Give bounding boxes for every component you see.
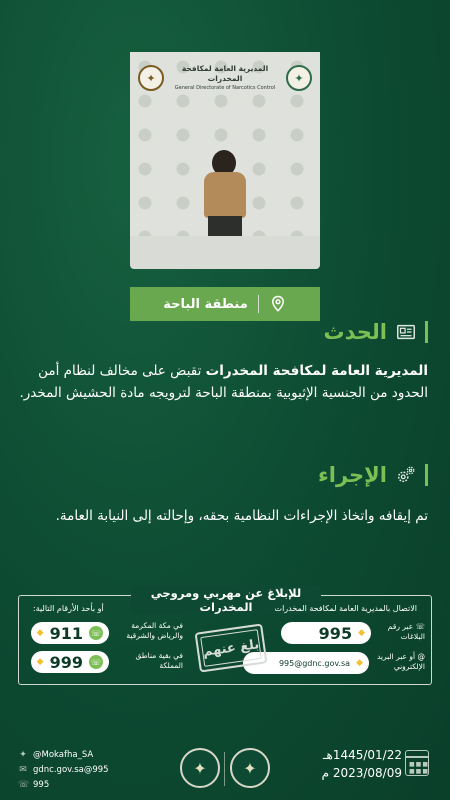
twitter-handle: @Mokafha_SA <box>33 750 94 760</box>
mail-icon: ✉ <box>19 765 27 775</box>
region-bar <box>130 287 320 321</box>
phone-icon: ☏ <box>89 655 103 669</box>
pill-911[interactable] <box>31 622 109 644</box>
twitter-contact[interactable] <box>18 750 93 760</box>
saudi-emblem-icon: ✦ <box>230 748 270 788</box>
arrow-icon: ◆ <box>36 657 44 667</box>
region-separator <box>258 295 259 313</box>
number-999: 999 <box>49 652 83 672</box>
calendar-icon: ■■■ ■■■ <box>405 750 429 776</box>
hotline-note-text: عبر رقم البلاغات <box>387 622 425 641</box>
phone-icon: ☏ <box>18 780 30 790</box>
suspect-body <box>204 172 246 218</box>
heading-accent-bar <box>425 321 428 343</box>
org-name-ar: المديرية العامة لمكافحة المخدرات <box>181 64 269 83</box>
suspect-photo <box>130 52 320 236</box>
phone-contact[interactable] <box>18 780 49 790</box>
footer-phone: 995 <box>33 780 50 790</box>
note-999: في بقية مناطق المملكة <box>135 651 183 670</box>
event-title: الحدث <box>323 320 387 344</box>
location-pin-icon <box>269 295 287 313</box>
action-title: الإجراء <box>318 463 387 487</box>
email-note-text: أو عبر البريد الإلكتروني <box>376 652 425 671</box>
hotline-number: 995 <box>318 623 353 643</box>
heading-accent-bar <box>425 464 428 486</box>
phone-icon: ☏ <box>89 626 103 640</box>
report-title: للإبلاغ عن مهربي ومروجي المخدرات <box>131 586 321 614</box>
pill-999[interactable] <box>31 651 109 673</box>
gears-icon <box>395 464 417 486</box>
arrow-icon: ◆ <box>36 628 44 638</box>
logo-divider <box>224 752 225 786</box>
at-icon: @ <box>415 652 425 661</box>
report-email: 995@gdnc.gov.sa <box>278 658 351 668</box>
suspect-legs <box>208 216 242 236</box>
date-hijri: 1445/01/22هـ <box>322 748 402 762</box>
email-contact[interactable] <box>18 765 109 775</box>
org-name-en: General Directorate of Narcotics Control <box>174 85 276 91</box>
report-box <box>18 586 432 685</box>
note-911: في مكة المكرمة والرياض والشرقية <box>126 621 183 640</box>
action-text: تم إيقافه واتخاذ الإجراءات النظامية بحقه، وإحالته إلى النيابة العامة. <box>55 508 428 524</box>
event-text-rest: تقبض على مخالف لنظام أمن الحدود من الجنسية الإثيوبية بمنطقة الباحة لترويجه مادة الحشيش المخدر. <box>19 363 428 401</box>
footer-email: gdnc.gov.sa@995 <box>33 765 109 775</box>
event-text <box>18 360 428 404</box>
report-right-heading: الاتصال بالمديرية العامة لمكافحة المخدرات <box>274 604 417 613</box>
newspaper-icon <box>395 321 417 343</box>
report-left-heading: أو بأحد الأرقام التالية: <box>33 604 104 613</box>
action-heading <box>318 463 428 487</box>
report-stamp: بلغ عنهم <box>195 623 268 672</box>
directorate-emblem-icon: ✦ <box>138 65 164 91</box>
news-photo-card <box>130 52 320 312</box>
hotline-pill[interactable] <box>281 622 371 644</box>
saudi-emblem-icon: ✦ <box>286 65 312 91</box>
twitter-icon: ✦ <box>19 750 27 760</box>
arrow-icon: ◆ <box>358 628 365 638</box>
number-911: 911 <box>49 623 83 643</box>
date-gregorian: 2023/08/09 م <box>321 766 402 780</box>
phone-icon: ☏ <box>413 622 425 631</box>
event-heading <box>324 320 428 344</box>
arrow-icon: ◆ <box>356 658 363 668</box>
photo-backdrop-header <box>130 60 320 96</box>
backdrop-org-name <box>164 64 286 92</box>
email-note <box>371 652 425 672</box>
event-text-bold: المديرية العامة لمكافحة المخدرات <box>205 363 428 379</box>
region-label: منطقة الباحة <box>163 296 248 312</box>
hotline-note <box>373 622 425 642</box>
directorate-logo-icon: ✦ <box>180 748 220 788</box>
